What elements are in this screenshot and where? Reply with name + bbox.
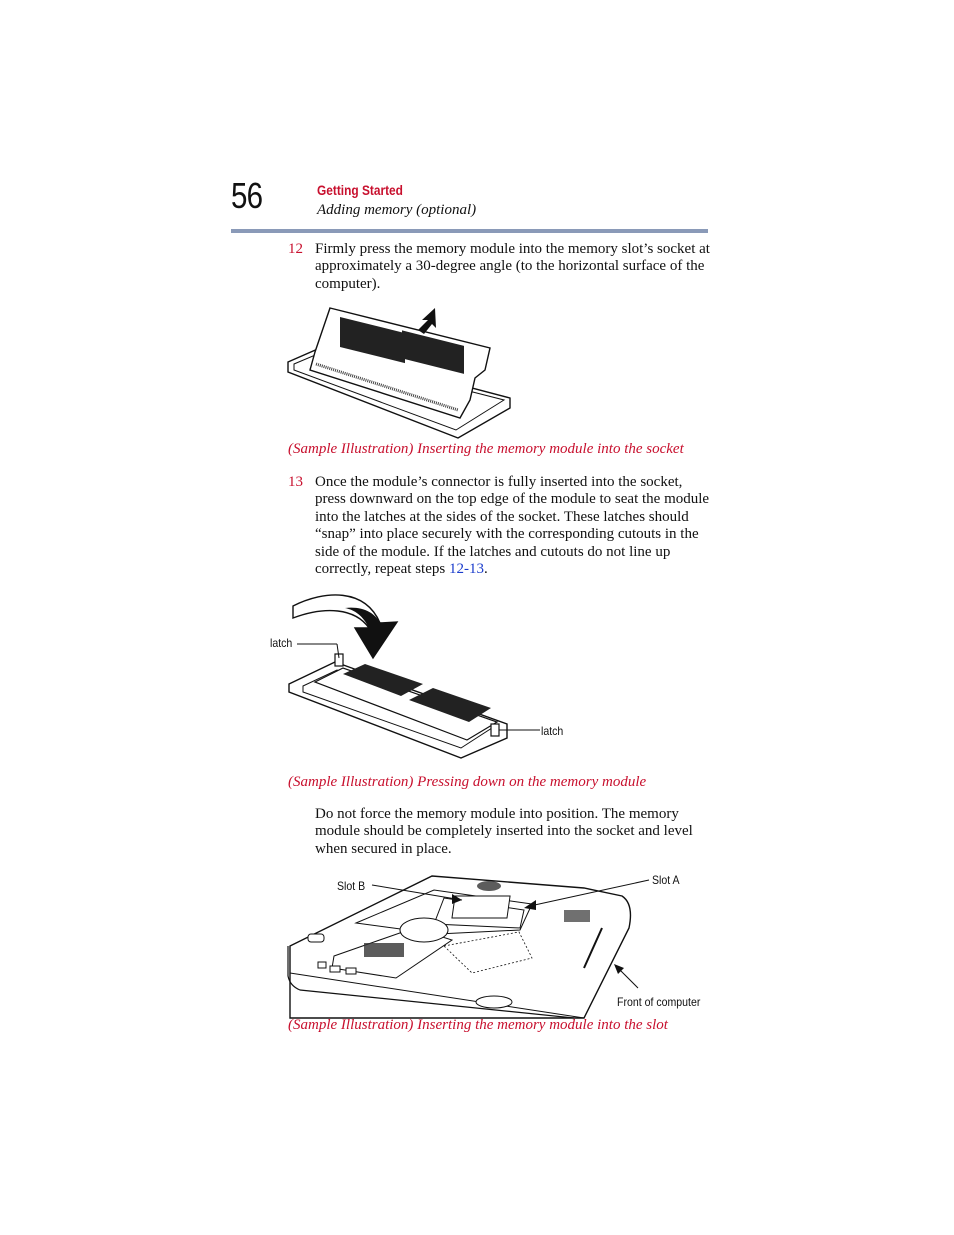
- step-13-text-after: .: [483, 561, 488, 578]
- label-slot-a: Slot A: [652, 873, 680, 887]
- step-13-text: [315, 474, 710, 578]
- section-title: Adding memory (optional): [317, 202, 477, 218]
- caption-pressing-down: (Sample Illustration) Pressing down on the memory module: [288, 774, 647, 790]
- caption-inserting-socket: (Sample Illustration) Inserting the memory module into the socket: [288, 441, 684, 457]
- step-13-number: 13: [288, 474, 303, 490]
- note-text: Do not force the memory module into position. The memory module should be completely inserted into the socket and level when secured in place.: [315, 806, 693, 857]
- label-latch-left: latch: [270, 636, 293, 650]
- chapter-title: Getting Started: [317, 182, 403, 198]
- link-step-12[interactable]: 12: [448, 561, 464, 578]
- step-12-number: 12: [288, 241, 303, 257]
- label-front-of-computer: Front of computer: [617, 995, 701, 1009]
- figure-insert-module-angle: [280, 300, 520, 445]
- label-latch-right: latch: [541, 724, 564, 738]
- caption-inserting-slot: (Sample Illustration) Inserting the memory module into the slot: [288, 1017, 668, 1033]
- page-number: 56: [231, 175, 263, 216]
- step-13-text-before: Once the module’s connector is fully inserted into the socket, press downward on the top edge of the module to seat the module into the latches at the sides of the socket. These latches should “snap” into place securely with the corresponding cutouts in the side of the module. If the latches and cutouts do not line up correctly, repeat steps: [315, 474, 710, 578]
- step-12-text: Firmly press the memory module into the memory slot’s socket at approximately a 30-degree angle (to the horizontal surface of the computer).: [315, 241, 710, 292]
- label-slot-b: Slot B: [337, 879, 366, 893]
- figure-press-down-module: [285, 588, 525, 768]
- link-dash: -: [463, 561, 469, 578]
- link-step-13[interactable]: 13: [468, 561, 484, 578]
- header-rule: [231, 229, 708, 233]
